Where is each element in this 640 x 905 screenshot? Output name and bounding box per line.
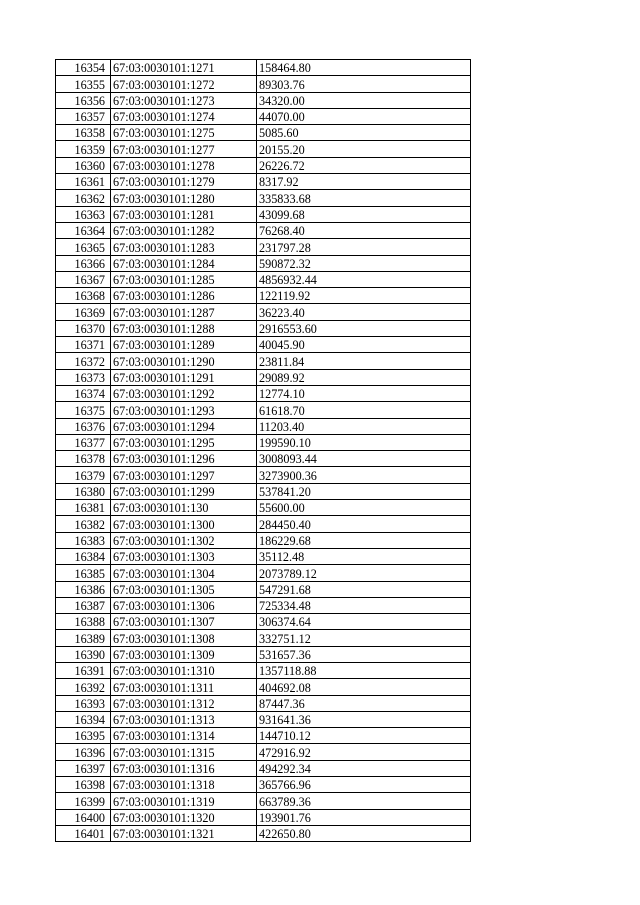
cadastral-value-cell: 404692.08 bbox=[257, 679, 471, 695]
table-row bbox=[56, 92, 471, 108]
table-row bbox=[56, 711, 471, 727]
table-row bbox=[56, 483, 471, 499]
table-row bbox=[56, 777, 471, 793]
cadastral-value-cell: 43099.68 bbox=[257, 206, 471, 222]
cadastral-value-cell: 306374.64 bbox=[257, 614, 471, 630]
cadastral-value-cell: 199590.10 bbox=[257, 434, 471, 450]
cadastral-number-cell: 67:03:0030101:1280 bbox=[111, 190, 257, 206]
cadastral-number-cell: 67:03:0030101:1283 bbox=[111, 239, 257, 255]
cadastral-value-cell: 35112.48 bbox=[257, 548, 471, 564]
table-row bbox=[56, 206, 471, 222]
cadastral-number-cell: 67:03:0030101:1271 bbox=[111, 60, 257, 76]
row-number-cell: 16363 bbox=[56, 206, 111, 222]
cadastral-value-cell: 87447.36 bbox=[257, 695, 471, 711]
table-row bbox=[56, 467, 471, 483]
cadastral-value-cell: 4856932.44 bbox=[257, 271, 471, 287]
cadastral-value-cell: 26226.72 bbox=[257, 157, 471, 173]
cadastral-value-cell: 186229.68 bbox=[257, 532, 471, 548]
cadastral-value-cell: 40045.90 bbox=[257, 337, 471, 353]
cadastral-value-cell: 365766.96 bbox=[257, 777, 471, 793]
cadastral-value-cell: 3273900.36 bbox=[257, 467, 471, 483]
table-row bbox=[56, 157, 471, 173]
cadastral-value-cell: 193901.76 bbox=[257, 809, 471, 825]
cadastral-value-cell: 89303.76 bbox=[257, 76, 471, 92]
table-row bbox=[56, 190, 471, 206]
cadastral-value-cell: 12774.10 bbox=[257, 385, 471, 401]
row-number-cell: 16357 bbox=[56, 108, 111, 124]
row-number-cell: 16378 bbox=[56, 451, 111, 467]
table-row bbox=[56, 516, 471, 532]
cadastral-number-cell: 67:03:0030101:1294 bbox=[111, 418, 257, 434]
cadastral-number-cell: 67:03:0030101:1311 bbox=[111, 679, 257, 695]
table-row bbox=[56, 434, 471, 450]
row-number-cell: 16387 bbox=[56, 597, 111, 613]
cadastral-value-cell: 931641.36 bbox=[257, 711, 471, 727]
table-row bbox=[56, 728, 471, 744]
cadastral-number-cell: 67:03:0030101:1284 bbox=[111, 255, 257, 271]
cadastral-value-cell: 20155.20 bbox=[257, 141, 471, 157]
row-number-cell: 16386 bbox=[56, 581, 111, 597]
row-number-cell: 16360 bbox=[56, 157, 111, 173]
table-row bbox=[56, 174, 471, 190]
cadastral-number-cell: 67:03:0030101:1313 bbox=[111, 711, 257, 727]
cadastral-number-cell: 67:03:0030101:1320 bbox=[111, 809, 257, 825]
cadastral-value-cell: 231797.28 bbox=[257, 239, 471, 255]
cadastral-value-cell: 158464.80 bbox=[257, 60, 471, 76]
cadastral-number-cell: 67:03:0030101:1285 bbox=[111, 271, 257, 287]
table-row bbox=[56, 630, 471, 646]
cadastral-number-cell: 67:03:0030101:1295 bbox=[111, 434, 257, 450]
cadastral-number-cell: 67:03:0030101:1299 bbox=[111, 483, 257, 499]
cadastral-number-cell: 67:03:0030101:1309 bbox=[111, 646, 257, 662]
row-number-cell: 16371 bbox=[56, 337, 111, 353]
row-number-cell: 16390 bbox=[56, 646, 111, 662]
table-row bbox=[56, 565, 471, 581]
row-number-cell: 16369 bbox=[56, 304, 111, 320]
cadastral-value-cell: 29089.92 bbox=[257, 369, 471, 385]
row-number-cell: 16355 bbox=[56, 76, 111, 92]
cadastral-value-cell: 494292.34 bbox=[257, 760, 471, 776]
row-number-cell: 16382 bbox=[56, 516, 111, 532]
cadastral-number-cell: 67:03:0030101:1303 bbox=[111, 548, 257, 564]
cadastral-number-cell: 67:03:0030101:1277 bbox=[111, 141, 257, 157]
table-row bbox=[56, 141, 471, 157]
cadastral-number-cell: 67:03:0030101:1302 bbox=[111, 532, 257, 548]
row-number-cell: 16394 bbox=[56, 711, 111, 727]
cadastral-value-cell: 3008093.44 bbox=[257, 451, 471, 467]
row-number-cell: 16364 bbox=[56, 222, 111, 238]
row-number-cell: 16354 bbox=[56, 60, 111, 76]
row-number-cell: 16374 bbox=[56, 385, 111, 401]
row-number-cell: 16367 bbox=[56, 271, 111, 287]
cadastral-value-cell: 2073789.12 bbox=[257, 565, 471, 581]
table-row bbox=[56, 304, 471, 320]
row-number-cell: 16392 bbox=[56, 679, 111, 695]
cadastral-value-cell: 23811.84 bbox=[257, 353, 471, 369]
cadastral-value-cell: 76268.40 bbox=[257, 222, 471, 238]
cadastral-value-cell: 44070.00 bbox=[257, 108, 471, 124]
row-number-cell: 16370 bbox=[56, 320, 111, 336]
row-number-cell: 16361 bbox=[56, 174, 111, 190]
cadastral-number-cell: 67:03:0030101:1308 bbox=[111, 630, 257, 646]
cadastral-value-cell: 332751.12 bbox=[257, 630, 471, 646]
row-number-cell: 16396 bbox=[56, 744, 111, 760]
cadastral-number-cell: 67:03:0030101:1288 bbox=[111, 320, 257, 336]
row-number-cell: 16356 bbox=[56, 92, 111, 108]
row-number-cell: 16399 bbox=[56, 793, 111, 809]
cadastral-value-cell: 663789.36 bbox=[257, 793, 471, 809]
table-row bbox=[56, 581, 471, 597]
cadastral-value-cell: 335833.68 bbox=[257, 190, 471, 206]
table-row bbox=[56, 809, 471, 825]
row-number-cell: 16377 bbox=[56, 434, 111, 450]
cadastral-value-cell: 422650.80 bbox=[257, 825, 471, 841]
row-number-cell: 16362 bbox=[56, 190, 111, 206]
row-number-cell: 16365 bbox=[56, 239, 111, 255]
cadastral-number-cell: 67:03:0030101:1292 bbox=[111, 385, 257, 401]
cadastral-value-cell: 122119.92 bbox=[257, 288, 471, 304]
row-number-cell: 16383 bbox=[56, 532, 111, 548]
cadastral-number-cell: 67:03:0030101:1293 bbox=[111, 402, 257, 418]
row-number-cell: 16391 bbox=[56, 662, 111, 678]
table-row bbox=[56, 532, 471, 548]
cadastral-number-cell: 67:03:0030101:1307 bbox=[111, 614, 257, 630]
cadastral-value-cell: 537841.20 bbox=[257, 483, 471, 499]
row-number-cell: 16401 bbox=[56, 825, 111, 841]
cadastral-number-cell: 67:03:0030101:1275 bbox=[111, 125, 257, 141]
row-number-cell: 16373 bbox=[56, 369, 111, 385]
table-row bbox=[56, 418, 471, 434]
cadastral-number-cell: 67:03:0030101:1318 bbox=[111, 777, 257, 793]
cadastral-number-cell: 67:03:0030101:1305 bbox=[111, 581, 257, 597]
cadastral-value-cell: 284450.40 bbox=[257, 516, 471, 532]
cadastral-number-cell: 67:03:0030101:1274 bbox=[111, 108, 257, 124]
table-body bbox=[56, 60, 471, 842]
row-number-cell: 16368 bbox=[56, 288, 111, 304]
table-row bbox=[56, 385, 471, 401]
cadastral-value-cell: 144710.12 bbox=[257, 728, 471, 744]
row-number-cell: 16359 bbox=[56, 141, 111, 157]
row-number-cell: 16381 bbox=[56, 500, 111, 516]
table-row bbox=[56, 760, 471, 776]
cadastral-value-cell: 2916553.60 bbox=[257, 320, 471, 336]
row-number-cell: 16375 bbox=[56, 402, 111, 418]
table-row bbox=[56, 662, 471, 678]
cadastral-number-cell: 67:03:0030101:1297 bbox=[111, 467, 257, 483]
cadastral-value-table bbox=[55, 59, 471, 842]
cadastral-value-cell: 725334.48 bbox=[257, 597, 471, 613]
cadastral-value-cell: 472916.92 bbox=[257, 744, 471, 760]
cadastral-value-cell: 5085.60 bbox=[257, 125, 471, 141]
row-number-cell: 16398 bbox=[56, 777, 111, 793]
row-number-cell: 16372 bbox=[56, 353, 111, 369]
table-row bbox=[56, 500, 471, 516]
cadastral-value-cell: 36223.40 bbox=[257, 304, 471, 320]
cadastral-number-cell: 67:03:0030101:1300 bbox=[111, 516, 257, 532]
table-row bbox=[56, 793, 471, 809]
cadastral-number-cell: 67:03:0030101:1273 bbox=[111, 92, 257, 108]
cadastral-value-cell: 11203.40 bbox=[257, 418, 471, 434]
table-row bbox=[56, 369, 471, 385]
table-row bbox=[56, 548, 471, 564]
table-row bbox=[56, 744, 471, 760]
row-number-cell: 16389 bbox=[56, 630, 111, 646]
cadastral-value-cell: 61618.70 bbox=[257, 402, 471, 418]
table-row bbox=[56, 646, 471, 662]
row-number-cell: 16395 bbox=[56, 728, 111, 744]
table-row bbox=[56, 451, 471, 467]
row-number-cell: 16379 bbox=[56, 467, 111, 483]
table-row bbox=[56, 76, 471, 92]
cadastral-number-cell: 67:03:0030101:1314 bbox=[111, 728, 257, 744]
table-row bbox=[56, 239, 471, 255]
cadastral-number-cell: 67:03:0030101:1281 bbox=[111, 206, 257, 222]
row-number-cell: 16358 bbox=[56, 125, 111, 141]
cadastral-value-cell: 8317.92 bbox=[257, 174, 471, 190]
cadastral-number-cell: 67:03:0030101:1282 bbox=[111, 222, 257, 238]
table-row bbox=[56, 108, 471, 124]
table-row bbox=[56, 60, 471, 76]
cadastral-value-cell: 34320.00 bbox=[257, 92, 471, 108]
cadastral-number-cell: 67:03:0030101:1290 bbox=[111, 353, 257, 369]
cadastral-number-cell: 67:03:0030101:1289 bbox=[111, 337, 257, 353]
cadastral-number-cell: 67:03:0030101:1291 bbox=[111, 369, 257, 385]
cadastral-value-cell: 1357118.88 bbox=[257, 662, 471, 678]
table-row bbox=[56, 320, 471, 336]
cadastral-value-cell: 547291.68 bbox=[257, 581, 471, 597]
cadastral-value-cell: 55600.00 bbox=[257, 500, 471, 516]
cadastral-number-cell: 67:03:0030101:1312 bbox=[111, 695, 257, 711]
table-row bbox=[56, 402, 471, 418]
row-number-cell: 16397 bbox=[56, 760, 111, 776]
cadastral-number-cell: 67:03:0030101:1316 bbox=[111, 760, 257, 776]
cadastral-number-cell: 67:03:0030101:1286 bbox=[111, 288, 257, 304]
cadastral-number-cell: 67:03:0030101:1310 bbox=[111, 662, 257, 678]
cadastral-number-cell: 67:03:0030101:1304 bbox=[111, 565, 257, 581]
cadastral-number-cell: 67:03:0030101:1315 bbox=[111, 744, 257, 760]
table-row bbox=[56, 614, 471, 630]
cadastral-number-cell: 67:03:0030101:1278 bbox=[111, 157, 257, 173]
cadastral-number-cell: 67:03:0030101:1306 bbox=[111, 597, 257, 613]
row-number-cell: 16400 bbox=[56, 809, 111, 825]
row-number-cell: 16384 bbox=[56, 548, 111, 564]
table-row bbox=[56, 271, 471, 287]
row-number-cell: 16393 bbox=[56, 695, 111, 711]
table-row bbox=[56, 353, 471, 369]
table-row bbox=[56, 597, 471, 613]
row-number-cell: 16380 bbox=[56, 483, 111, 499]
row-number-cell: 16388 bbox=[56, 614, 111, 630]
cadastral-number-cell: 67:03:0030101:1279 bbox=[111, 174, 257, 190]
table-row bbox=[56, 125, 471, 141]
cadastral-value-cell: 590872.32 bbox=[257, 255, 471, 271]
table-row bbox=[56, 255, 471, 271]
row-number-cell: 16376 bbox=[56, 418, 111, 434]
row-number-cell: 16366 bbox=[56, 255, 111, 271]
table-row bbox=[56, 825, 471, 841]
cadastral-value-cell: 531657.36 bbox=[257, 646, 471, 662]
cadastral-number-cell: 67:03:0030101:1321 bbox=[111, 825, 257, 841]
cadastral-number-cell: 67:03:0030101:1296 bbox=[111, 451, 257, 467]
row-number-cell: 16385 bbox=[56, 565, 111, 581]
cadastral-number-cell: 67:03:0030101:130 bbox=[111, 500, 257, 516]
cadastral-number-cell: 67:03:0030101:1272 bbox=[111, 76, 257, 92]
table-row bbox=[56, 695, 471, 711]
table-row bbox=[56, 288, 471, 304]
table-row bbox=[56, 679, 471, 695]
cadastral-number-cell: 67:03:0030101:1319 bbox=[111, 793, 257, 809]
table-row bbox=[56, 337, 471, 353]
cadastral-number-cell: 67:03:0030101:1287 bbox=[111, 304, 257, 320]
table-row bbox=[56, 222, 471, 238]
